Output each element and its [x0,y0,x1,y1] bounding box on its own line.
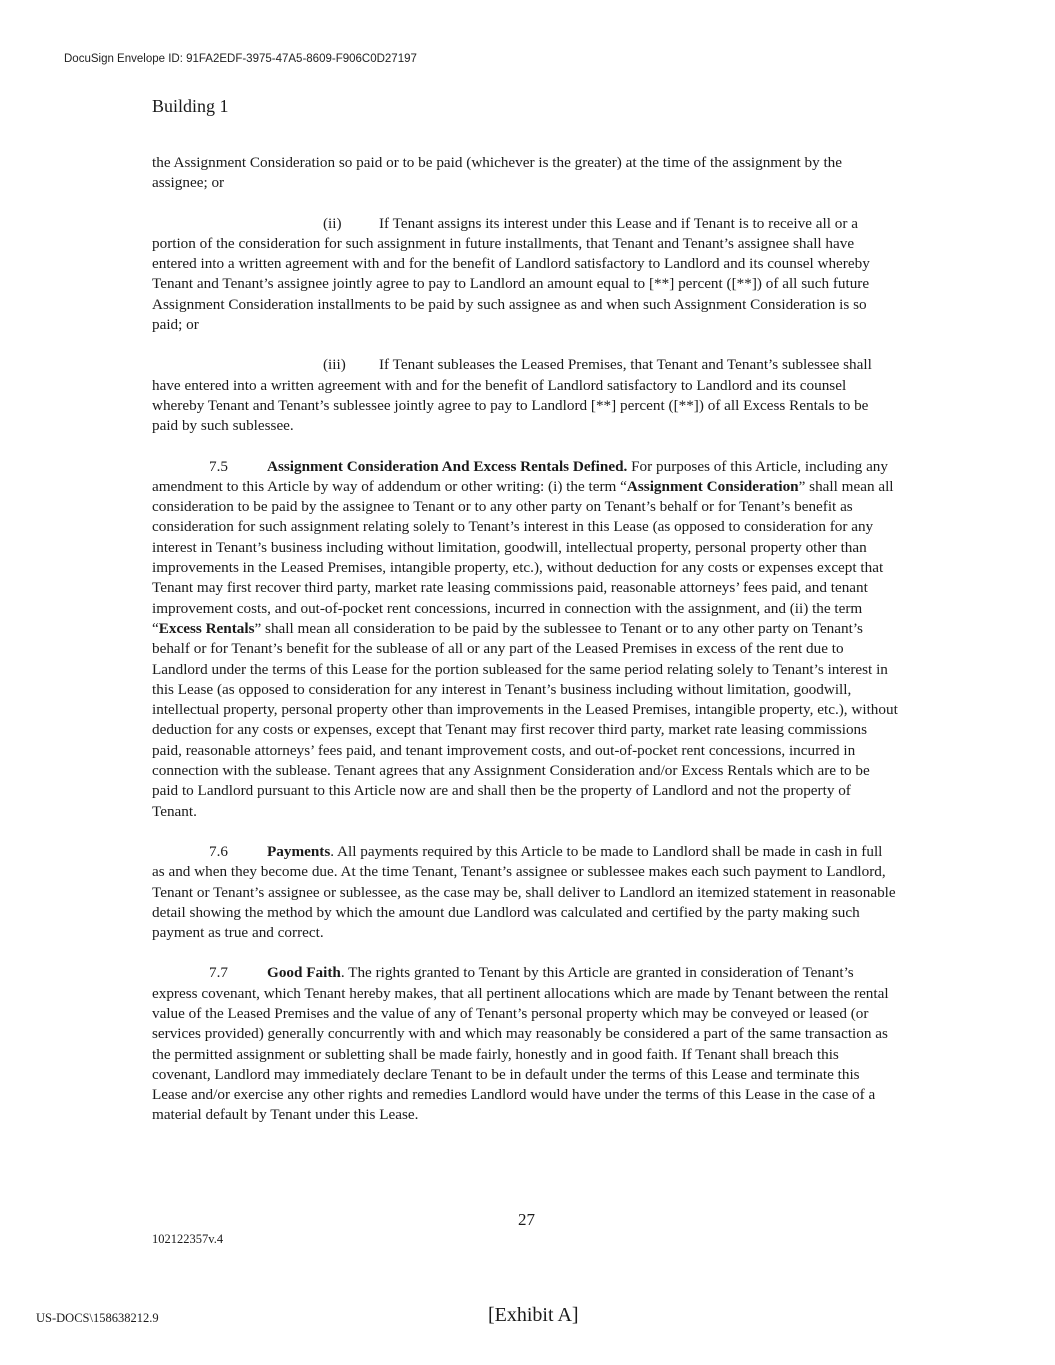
section-heading: Payments [267,842,331,860]
redaction-mark: [**] [673,396,699,414]
page-number: 27 [518,1210,535,1229]
section-text-b: ” shall mean all consideration to be paid by the assignee to Tenant or to any other party on Tenant’s behalf or for Tenant’s benefit as consideration for such assignment relating solely to Tenant’s interest in this Lease (as opposed to consideration for any interest in Tenant’s business including without limitation, goodwill, intellectual property, personal property other than improvements in the Leased Premises, intangible property, etc.), without deduction for any costs or expenses except that Tenant may first recover third party, market rate leasing commissions paid, reasonable attorneys’ fees paid, and tenant improvement costs, and out-of-pocket rent concessions, incurred in connection with the assignment, and (ii) the term “ [152,477,894,637]
section-text: . All payments required by this Article to be made to Landlord shall be made in cash in full as and when they become due. At the time Tenant, Tenant’s assignee or sublessee makes each such payment to Landlord, Tenant or Tenant’s assignee or sublessee, as the case may be, shall deliver to Landlord an itemized statement in reasonable detail showing the method by which the amount due Landlord was calculated and certified by the party making such payment as true and correct. [152,842,896,942]
paragraph-iii-text-a: If Tenant subleases the Leased Premises, that Tenant and Tenant’s sublessee shall have entered into a written agreement with and for the benefit of Landlord satisfactory to Landlord and its counsel whereby Tenant and Tenant’s sublessee jointly agree to pay to Landlord [152,356,872,414]
section-text-c: ” shall mean all consideration to be paid by the sublessee to Tenant or to any other party on Tenant’s behalf or for Tenant’s benefit for the sublease of all or any part of the Leased Premises in excess of the rent due to Landlord under the terms of this Lease for the portion subleased for the same period relating solely to Tenant’s interest in this Lease (as opposed to consideration for any interest in Tenant’s business including without limitation, goodwill, intellectual property, personal property other than improvements in the Leased Premises, intangible property, etc.), without deduction for any costs or expenses, except that Tenant may first recover third party, market rate leasing commissions paid, reasonable attorneys’ fees paid, and tenant improvement costs, and out-of-pocket rent concessions, incurred in connection with the sublease. Tenant agrees that any Assignment Consideration and/or Excess Rentals which are to be paid to Landlord pursuant to this Article now are and shall then be the property of Landlord and not the property of Tenant. [152,619,898,820]
redaction-mark: [**] [648,275,675,293]
section-number: 7.5 [209,457,228,475]
paragraph-iii-text-c: ) of all Excess Rentals to be paid by such sublessee. [152,396,869,435]
docusign-envelope-id: DocuSign Envelope ID: 91FA2EDF-3975-47A5-8609-F906C0D27197 [64,53,417,65]
document-body [152,153,898,1146]
section-heading: Assignment Consideration And Excess Rentals Defined. [267,457,628,475]
paragraph-iii-label: (iii) [323,356,346,374]
section-heading: Good Faith [267,964,341,982]
section-7-5 [152,457,898,822]
section-7-7 [152,963,898,1125]
defined-term: Excess Rentals [158,619,255,637]
running-header: Building 1 [152,96,229,116]
section-number: 7.7 [209,964,228,982]
redaction-mark: [**] [731,275,757,293]
defined-term: Assignment Consideration [626,477,799,495]
section-7-6 [152,842,898,943]
document-version: 102122357v.4 [152,1232,224,1246]
paragraph-continuation: the Assignment Consideration so paid or to be paid (whichever is the greater) at the time of the assignment by the assignee; or [152,154,843,192]
section-number: 7.6 [209,842,228,860]
paragraph-ii-label: (ii) [323,214,342,232]
redaction-mark: [**] [590,396,617,414]
paragraph-ii-text-a: If Tenant assigns its interest under this Lease and if Tenant is to receive all or a portion of the consideration for such assignment in future installments, that Tenant and Tenant’s assignee shall have entered into a written agreement with and for the benefit of Landlord satisfactory to Landlord and its counsel whereby Tenant and Tenant’s assignee jointly agree to pay to Landlord an amount equal to [152,214,870,293]
paragraph-iii [152,355,898,436]
paragraph-ii [152,214,898,336]
paragraph-iii-text-b: percent ( [620,396,674,414]
paragraph-ii-text-c: ) of all such future Assignment Consideration installments to be paid by such assignee as and when such Assignment Consideration is so paid; or [152,275,870,334]
section-text-a: For purposes of this Article, including any amendment to this Article by way of addendum or other writing: (i) the term “ [152,457,888,495]
footer-doc-id: US-DOCS\158638212.9 [36,1311,159,1325]
section-text: . The rights granted to Tenant by this Article are granted in consideration of Tenant’s express covenant, which Tenant hereby makes, that all pertinent allocations which are made by Tenant between the rental value of the Leased Premises and the value of any of Tenant’s personal property which may be conveyed or leased (or services provided) generally concurrently with and which may reasonably be considered a part of the same transaction as the permitted assignment or subletting shall be made fairly, honestly and in good faith. If Tenant shall breach this covenant, Landlord may immediately declare Tenant to be in default under the terms of this Lease and terminate this Lease and/or exercise any other rights and remedies Landlord would have under the terms of this Lease in the case of a material default by Tenant under this Lease. [152,964,889,1124]
paragraph-ii-text-b: percent ( [678,275,732,293]
footer-exhibit-label: [Exhibit A] [488,1304,579,1326]
